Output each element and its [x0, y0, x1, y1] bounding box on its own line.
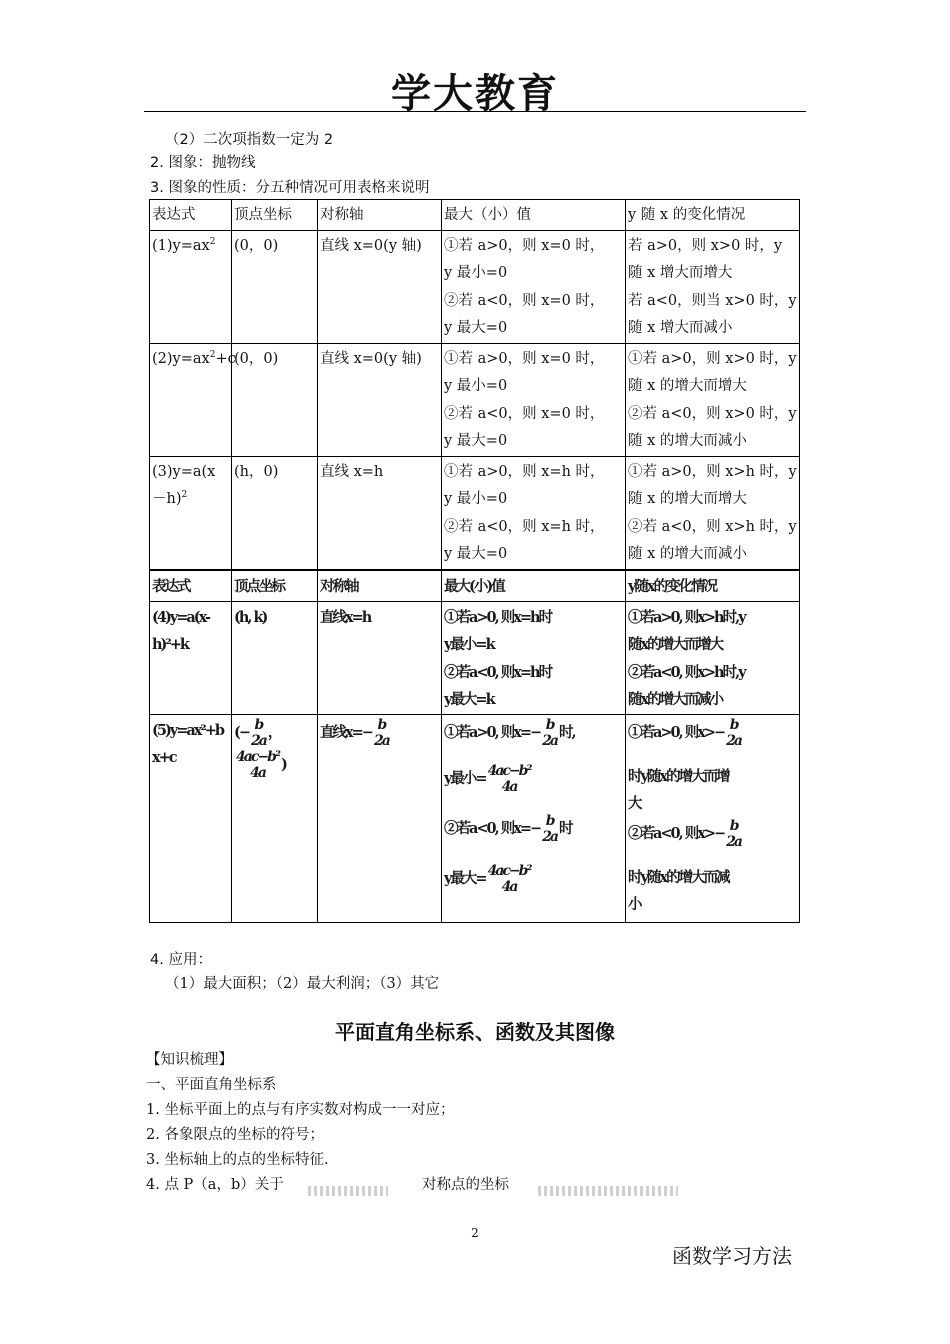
section-title: 平面直角坐标系、函数及其图像 [335, 1020, 615, 1044]
header-trend: y随x的变化情况 [626, 571, 800, 602]
cell-vertex: (h，0) [232, 456, 318, 569]
properties-table-1 [149, 199, 800, 570]
cell-axis: 直线x=h [318, 601, 442, 714]
application-items: （1）最大面积；（2）最大利润；（3）其它 [165, 976, 440, 992]
cell-axis: 直线x=− b 2a [318, 714, 442, 922]
table-header-row [150, 571, 800, 602]
cell-expr: $(1)y=ax^2$ [150, 230, 232, 343]
table-row [150, 343, 800, 456]
cell-trend: ①若a>0, 则x>h时,y 随x的增大而增大 ②若a<0, 则x>h时,y 随x的增大而减小 [626, 601, 800, 714]
table-row [150, 230, 800, 343]
table-row [150, 601, 800, 714]
cell-trend: ①若 a>0，则 x>0 时，y 随 x 的增大而增大 ②若 a<0，则 x>0 时，y 随 x 的增大而减小 [626, 343, 800, 456]
cell-vertex: (h, k) [232, 601, 318, 714]
cell-trend: ①若a>0, 则x>− b 2a 时y随x的增大而增 大 ②若a<0, 则x>− b 2a 时y随x的增大而减 小 [626, 714, 800, 922]
illegible-inline-image [308, 1186, 388, 1196]
cell-vertex: (0，0) [232, 343, 318, 456]
header-rule [144, 111, 806, 112]
header-axis: 对称轴 [318, 571, 442, 602]
header-trend: y 随 x 的变化情况 [626, 200, 800, 231]
cell-axis: 直线 x=0(y 轴) [318, 343, 442, 456]
cell-extreme: ①若a>0, 则x=− b 2a 时, y最小= 4ac−b² 4a ②若a<0, 则x=− b 2a 时 y最大= 4ac−b² 4a [442, 714, 626, 922]
properties-table-2 [149, 570, 800, 923]
header-vertex: 顶点坐标 [232, 200, 318, 231]
cell-expr: $(3)y=a(x-h)^2$ [150, 456, 232, 569]
section-line-heading: 一、平面直角坐标系 [146, 1077, 277, 1093]
section-line-4-cont: 对称点的坐标 [422, 1177, 509, 1193]
application-heading: 4. 应用： [150, 952, 212, 968]
header-title: 学大教育 [391, 71, 559, 117]
header-expr: 表达式 [150, 571, 232, 602]
illegible-inline-image [538, 1186, 678, 1196]
intro-line-3: 3. 图象的性质：分五种情况可用表格来说明 [150, 180, 430, 196]
intro-line-2: 2. 图象：抛物线 [150, 155, 256, 171]
section-line-3: 3. 坐标轴上的点的坐标特征. [146, 1152, 329, 1168]
cell-extreme: ①若a>0, 则x=h时 y最小=k ②若a<0, 则x=h时 y最大=k [442, 601, 626, 714]
header-axis: 对称轴 [318, 200, 442, 231]
cell-axis: 直线 x=0(y 轴) [318, 230, 442, 343]
cell-extreme: ①若 a>0，则 x=0 时， y 最小=0 ②若 a<0，则 x=0 时， y 最大=0 [442, 230, 626, 343]
cell-trend: ①若 a>0，则 x>h 时，y 随 x 的增大而增大 ②若 a<0，则 x>h 时，y 随 x 的增大而减小 [626, 456, 800, 569]
cell-extreme: ①若 a>0，则 x=h 时， y 最小=0 ②若 a<0，则 x=h 时， y 最大=0 [442, 456, 626, 569]
cell-axis: 直线 x=h [318, 456, 442, 569]
section-line-knowledge: 【知识梳理】 [146, 1052, 233, 1068]
table-row [150, 714, 800, 922]
section-line-1: 1. 坐标平面上的点与有序实数对构成一一对应； [146, 1102, 455, 1118]
cell-vertex: (0，0) [232, 230, 318, 343]
header-vertex: 顶点坐标 [232, 571, 318, 602]
section-line-4: 4. 点 P（a，b）关于 [146, 1177, 284, 1193]
header-expr: 表达式 [150, 200, 232, 231]
cell-trend: 若 a>0，则 x>0 时，y 随 x 增大而增大 若 a<0，则当 x>0 时，y 随 x 增大而减小 [626, 230, 800, 343]
page-number: 2 [471, 1226, 479, 1240]
cell-expr: (5)y=ax²+b x+c [150, 714, 232, 922]
table-header-row [150, 200, 800, 231]
table-row [150, 456, 800, 569]
footer-text: 函数学习方法 [672, 1244, 792, 1268]
section-line-2: 2. 各象限点的坐标的符号； [146, 1127, 324, 1143]
header-extreme: 最大(小)值 [442, 571, 626, 602]
cell-expr: $(2)y=ax^2+c$ [150, 343, 232, 456]
cell-extreme: ①若 a>0，则 x=0 时， y 最小=0 ②若 a<0，则 x=0 时， y 最大=0 [442, 343, 626, 456]
header-extreme: 最大（小）值 [442, 200, 626, 231]
cell-expr: (4)y=a(x- h)²+k [150, 601, 232, 714]
cell-vertex: (− b 2a ， 4ac−b² 4a ) [232, 714, 318, 922]
intro-line-1: （2）二次项指数一定为 2 [165, 132, 334, 148]
